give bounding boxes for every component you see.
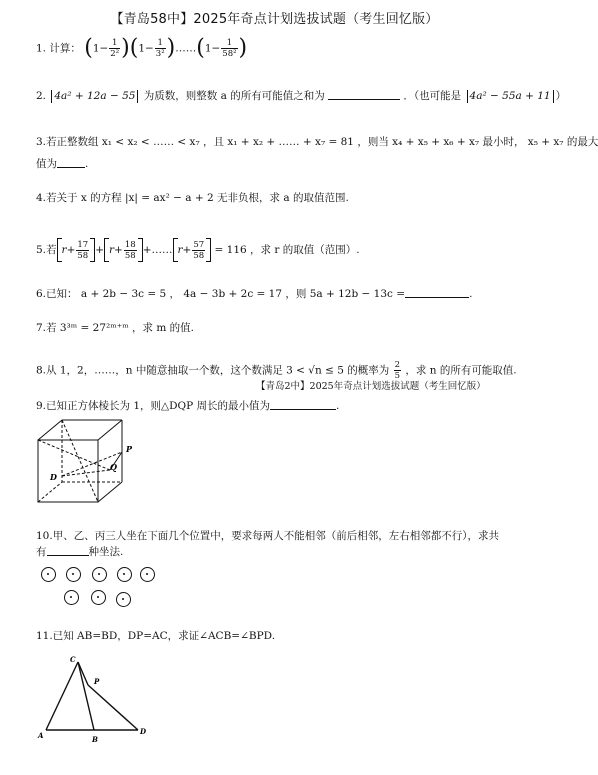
seat-8 <box>116 592 131 607</box>
question-6: 6.已知： a + 2b − 3c = 5 ， 4a − 3b + 2c = 17 ，则 5a + 12b − 13c = . <box>36 288 473 300</box>
seat-7 <box>91 590 106 605</box>
q9-text: 9.已知正方体棱长为 1，则△DQP 周长的最小值为 <box>36 400 271 412</box>
source-stamp: 【青岛2中】2025年奇点计划选拔试题（考生回忆版） <box>256 381 486 392</box>
q2-hint-end: ） <box>555 90 567 102</box>
tri-label-p: P <box>94 677 100 686</box>
q10-answer-blank[interactable] <box>47 544 89 556</box>
q10-line2a: 有 <box>36 546 47 558</box>
triangle-figure <box>34 654 164 744</box>
seat-3 <box>92 567 107 582</box>
q1-text: 计算： <box>49 42 81 55</box>
question-3: 3.若正整数组 x₁ < x₂ < …… < x₇ ，且 x₁ + x₂ + …… + x₇ = 81 ，则当 x₄ + x₅ + x₆ + x₇ 最小时， x₅ + x₇ 的最大 值为 . <box>36 136 598 170</box>
segment-dp <box>88 685 138 730</box>
cube-label-d: D <box>50 472 57 482</box>
question-9: 9.已知正方体棱长为 1，则△DQP 周长的最小值为 . <box>36 400 340 412</box>
question-4: 4.若关于 x 的方程 |x| = ax² − a + 2 无非负根，求 a 的取值范围. <box>36 192 349 204</box>
seat-2 <box>66 567 81 582</box>
tri-label-b: B <box>92 735 98 744</box>
q1-label: 1. <box>36 42 47 55</box>
question-2 <box>36 88 566 104</box>
question-10 <box>36 528 499 560</box>
question-8: 8.从 1，2，……，n 中随意抽取一个数，这个数满足 3 < √n ≤ 5 的概率为 $\frac{2}{5}$ ，求 n 的所有可能取值. <box>36 360 517 381</box>
question-7: 7.若 3³ᵐ = 27²ᵐ⁺ᵐ ，求 m 的值. <box>36 322 194 334</box>
q10-line1: 10.甲、乙、丙三人坐在下面几个位置中，要求每两人不能相邻（前后相邻，左右相邻都不行），求共 <box>36 530 499 542</box>
q2-hint: ．（也可能是 <box>403 90 462 102</box>
q2-expression: 4a² + 12a − 55 <box>54 90 136 102</box>
q10-line2b: 种坐法. <box>88 546 124 558</box>
tri-label-d: D <box>140 727 147 736</box>
question-1: 1. 计算： (1− $\frac{1}{\text{2²}}$ )(1− $\frac{1}{\text{3²}}$ )……(1− $\frac{1}{\text{58²}}$ ) <box>36 35 248 61</box>
segment-cb <box>78 662 94 730</box>
q5-label: 5.若 <box>36 244 57 256</box>
q3-answer-blank[interactable] <box>57 156 85 168</box>
cube-label-q: Q <box>110 462 117 472</box>
segment-ac <box>46 662 78 730</box>
q8-text-2: ，求 n 的所有可能取值. <box>405 364 517 377</box>
q8-text-1: 8.从 1，2，……，n 中随意抽取一个数，这个数满足 3 < √n ≤ 5 的概率为 <box>36 364 390 377</box>
question-5: 5.若 r+ $\frac{17}{58}$ + r+ $\frac{18}{58}$ +…… r+ $\frac{57}{58}$ = 116 ，求 r 的取值（范围）. <box>36 239 360 261</box>
q2-hint-expression: 4a² − 55a + 11 <box>469 90 551 102</box>
q2-text: 为质数，则整数 a 的所有可能值之和为 <box>143 90 325 102</box>
q3-line1: 3.若正整数组 x₁ < x₂ < …… < x₇ ，且 x₁ + x₂ + …… + x₇ = 81 ，则当 x₄ + x₅ + x₆ + x₇ 最小时， x₅ + x₇ 的最大 <box>36 136 598 148</box>
seat-1 <box>41 567 56 582</box>
seat-6 <box>64 590 79 605</box>
seat-5 <box>140 567 155 582</box>
q5-text: = 116 ，求 r 的取值（范围）. <box>214 244 360 256</box>
cube-figure <box>34 418 144 508</box>
q6-answer-blank[interactable] <box>405 286 469 298</box>
q2-answer-blank[interactable] <box>328 88 400 100</box>
q2-label: 2. <box>36 90 47 102</box>
cube-front-face <box>38 440 98 502</box>
tri-label-a: A <box>38 731 44 740</box>
q3-line2: 值为 <box>36 158 57 170</box>
q9-answer-blank[interactable] <box>270 398 336 410</box>
tri-label-c: C <box>70 655 76 664</box>
seat-4 <box>117 567 132 582</box>
question-11: 11.已知 AB=BD，DP=AC，求证∠ACB=∠BPD. <box>36 630 276 642</box>
q6-text: 6.已知： a + 2b − 3c = 5 ， 4a − 3b + 2c = 17 ，则 5a + 12b − 13c = <box>36 288 406 300</box>
page-title: 【青岛58中】2025年奇点计划选拔试题（考生回忆版） <box>110 12 439 27</box>
cube-label-p: P <box>126 444 133 454</box>
